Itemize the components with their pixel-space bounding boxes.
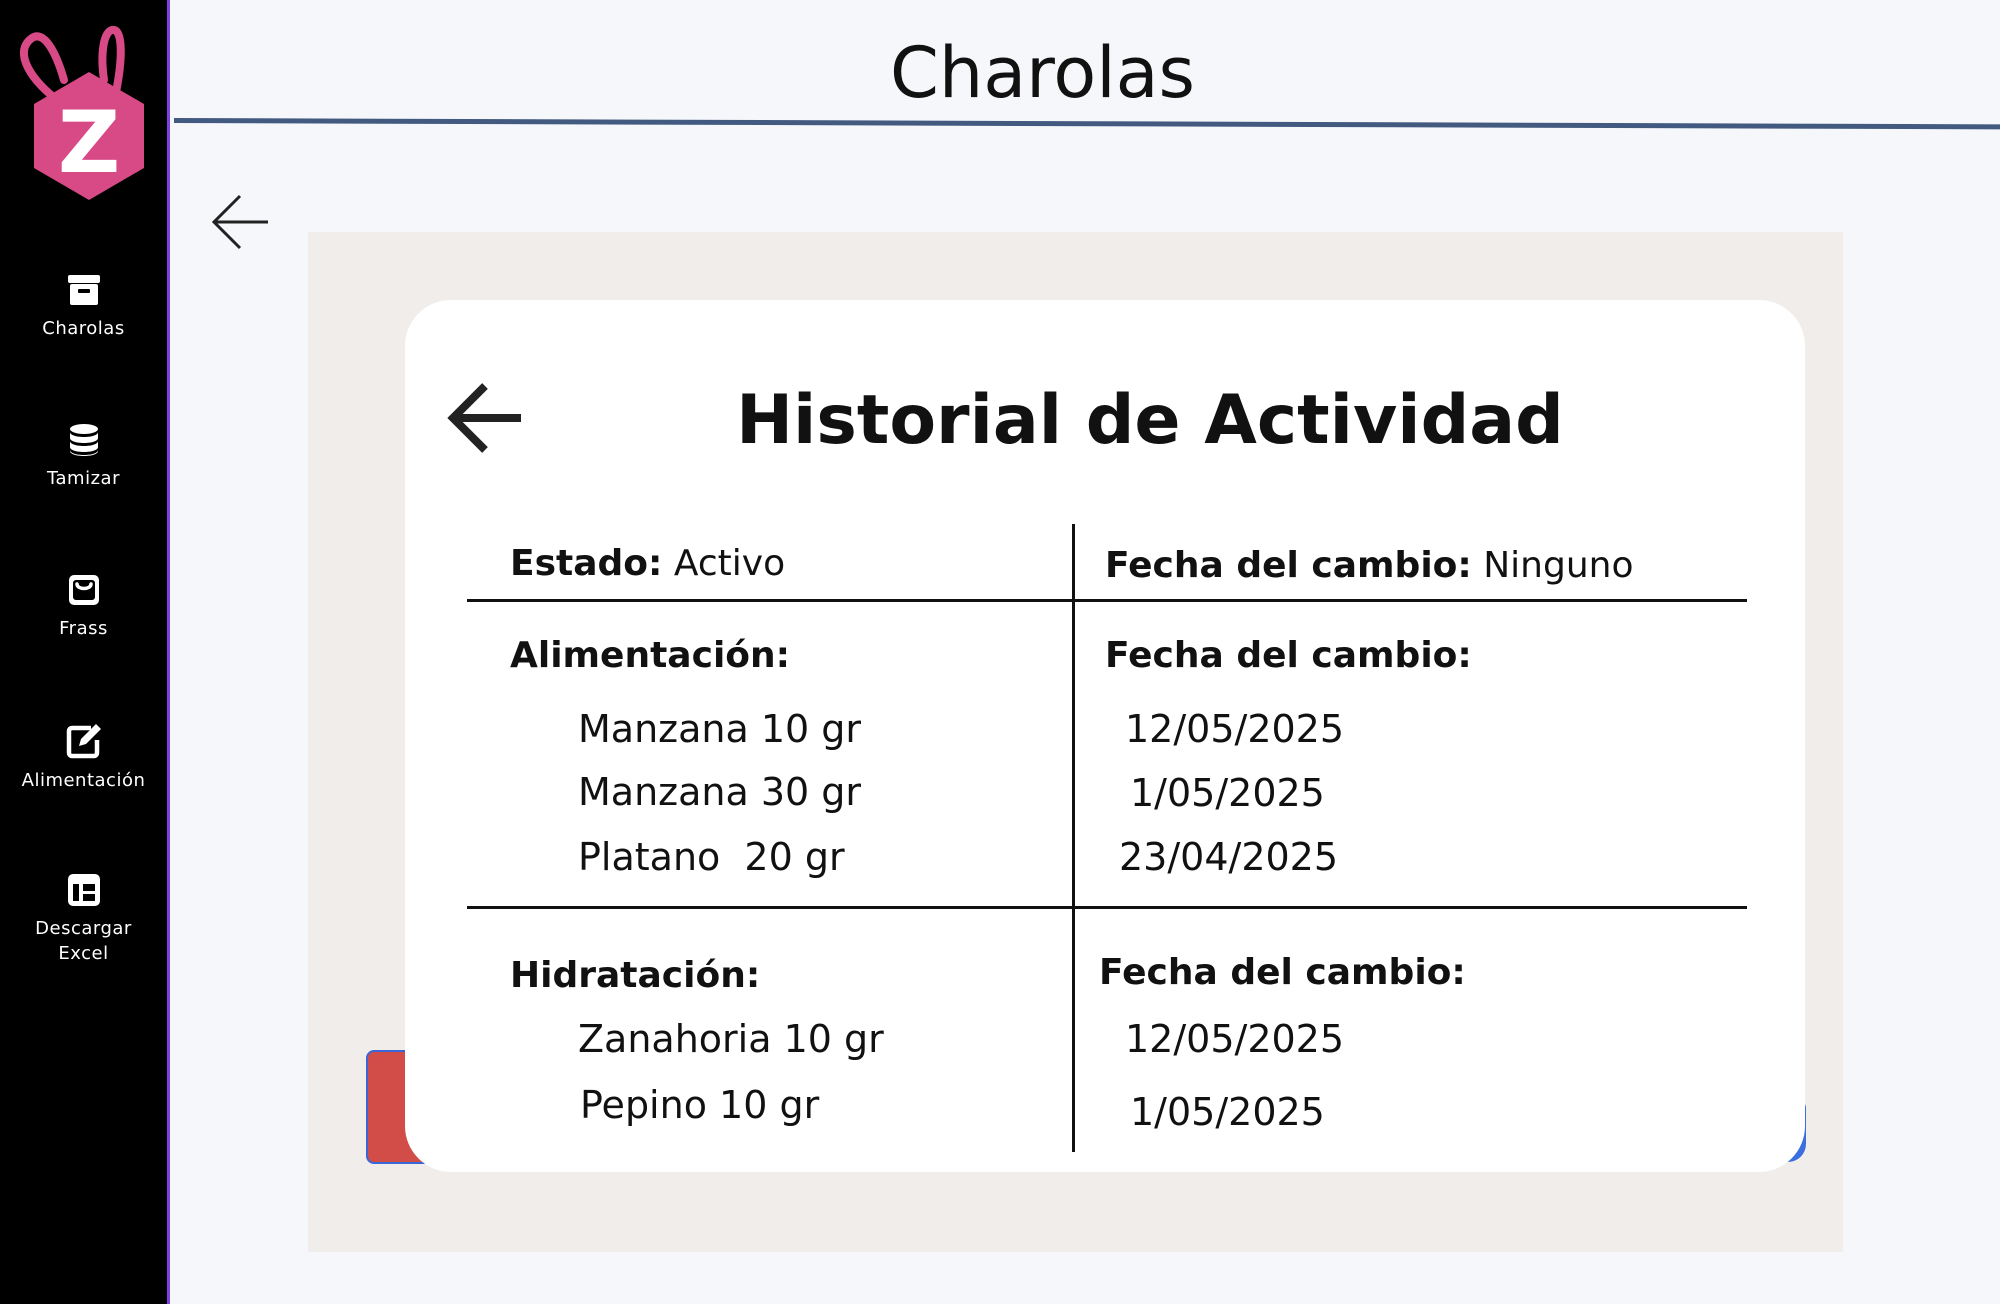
list-item: Platano 20 gr: [578, 835, 845, 879]
sidebar: [0, 0, 170, 1304]
edit-icon: [65, 722, 103, 760]
fecha-row: [1105, 544, 1634, 588]
page-title: Charolas: [889, 32, 1196, 114]
fecha-label: Fecha del cambio:: [1105, 545, 1472, 586]
list-item: Pepino 10 gr: [580, 1083, 820, 1127]
fecha-value: Ninguno: [1471, 545, 1634, 586]
logo-icon: [12, 22, 147, 202]
alimentacion-date-header: Fecha del cambio:: [1105, 635, 1472, 676]
svg-text:Z: Z: [57, 93, 121, 193]
list-item-date: 23/04/2025: [1119, 835, 1339, 879]
sidebar-item-label: Alimentación: [21, 770, 146, 791]
archive-icon: [66, 272, 102, 308]
sidebar-item-label: Descargar Excel: [35, 918, 132, 964]
estado-label: Estado:: [510, 543, 663, 584]
list-item: Zanahoria 10 gr: [578, 1017, 884, 1061]
list-item: Manzana 30 gr: [578, 770, 862, 814]
sidebar-item-label: Frass: [59, 618, 108, 639]
sidebar-item-alimentacion[interactable]: [0, 722, 167, 793]
database-icon: [66, 422, 102, 458]
sidebar-item-label: Charolas: [42, 318, 125, 339]
hidratacion-date-header: Fecha del cambio:: [1099, 952, 1466, 993]
table-icon: [66, 872, 102, 908]
estado-value: Activo: [662, 543, 786, 584]
alimentacion-label: Alimentación:: [510, 635, 791, 676]
activity-history-modal: [405, 300, 1805, 1172]
sidebar-item-label: Tamizar: [47, 468, 120, 489]
header-divider: [174, 118, 2000, 129]
sidebar-item-tamizar[interactable]: [0, 422, 167, 491]
sidebar-item-charolas[interactable]: [0, 272, 167, 341]
table-row-divider: [467, 599, 1747, 602]
modal-title: Historial de Actividad: [736, 381, 1564, 460]
sidebar-item-frass[interactable]: [0, 572, 167, 641]
list-item-date: 12/05/2025: [1125, 707, 1345, 751]
list-item: Manzana 10 gr: [578, 707, 862, 751]
table-column-divider: [1072, 524, 1075, 1152]
sidebar-item-descargar-excel[interactable]: [0, 872, 167, 966]
hidratacion-label: Hidratación:: [510, 955, 761, 996]
list-item-date: 12/05/2025: [1125, 1017, 1345, 1061]
list-item-date: 1/05/2025: [1130, 771, 1325, 815]
table-row-divider: [467, 906, 1747, 909]
list-item-date: 1/05/2025: [1130, 1090, 1325, 1134]
estado-row: [510, 542, 785, 586]
back-arrow-icon[interactable]: [210, 190, 270, 254]
bag-icon: [66, 572, 102, 608]
